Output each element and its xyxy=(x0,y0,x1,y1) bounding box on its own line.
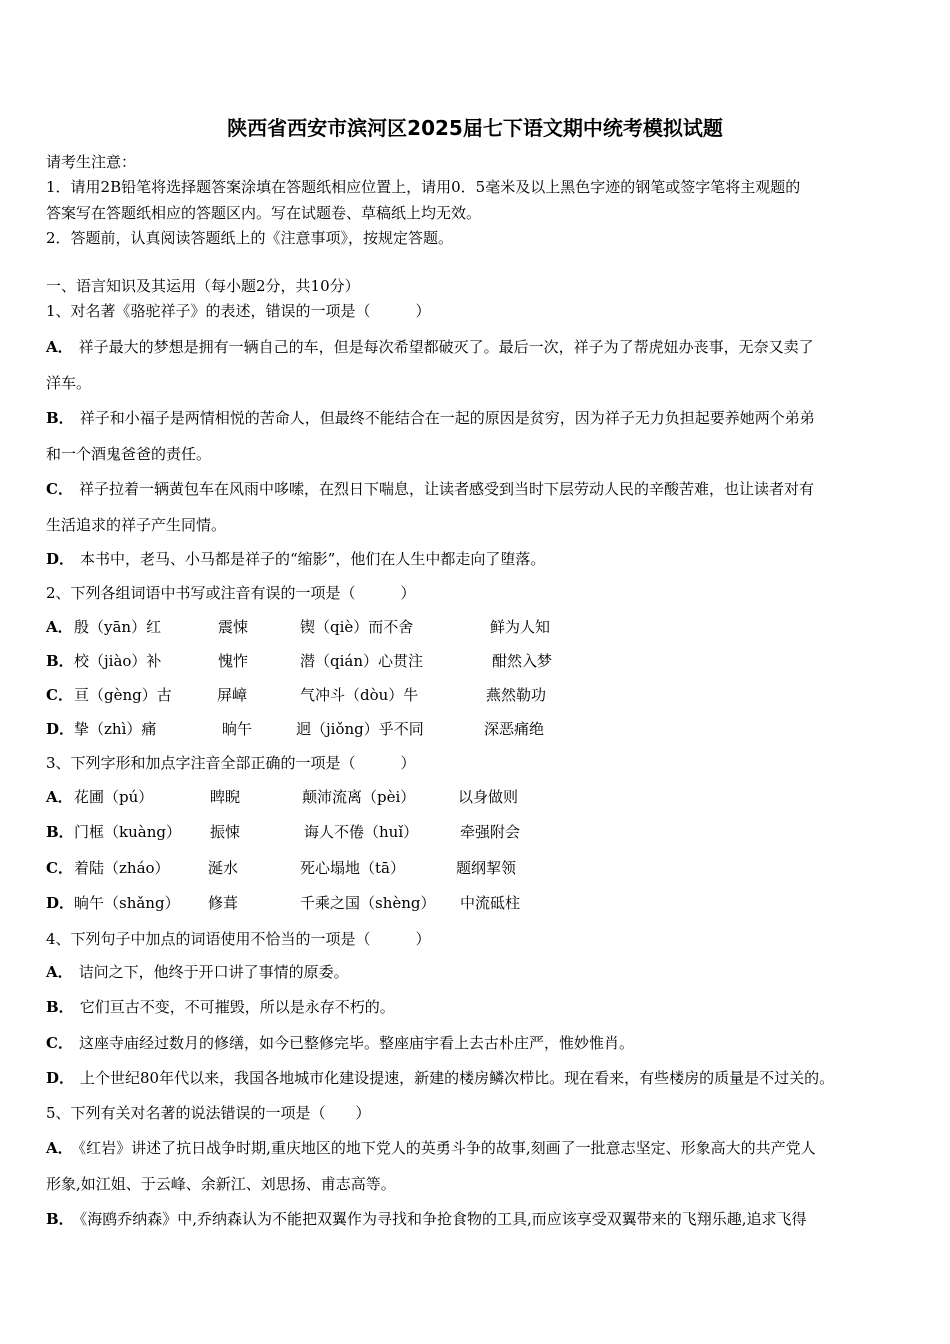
option-word: 门框（kuàng） xyxy=(74,823,181,841)
option-word: 千乘之国（shèng） xyxy=(300,894,436,912)
q4-option-c xyxy=(46,1033,634,1053)
q5-option-b xyxy=(46,1209,807,1229)
option-word: 酣然入梦 xyxy=(492,652,553,670)
notice-line-1: 1．请用2B铅笔将选择题答案涂填在答题纸相应位置上，请用0．5毫米及以上黑色字迹的钢笔或签字笔将主观题的 xyxy=(46,178,801,196)
option-word: 晌午（shǎng） xyxy=(74,894,180,912)
option-word: 潜（qián）心贯注 xyxy=(300,652,424,670)
option-word: 屏嶂 xyxy=(217,686,248,704)
option-letter: A． xyxy=(46,788,73,806)
option-word: 气冲斗（dòu）牛 xyxy=(300,686,419,704)
option-letter: C． xyxy=(46,1034,73,1052)
option-word: 修葺 xyxy=(208,894,239,912)
notice-heading: 请考生注意： xyxy=(46,153,137,171)
option-word: 涎水 xyxy=(208,859,239,877)
question-4-stem: 4、下列句子中加点的词语使用不恰当的一项是（ ） xyxy=(46,930,431,948)
question-5-stem: 5、下列有关对名著的说法错误的一项是（ ） xyxy=(46,1104,371,1122)
notice-line-2: 答案写在答题纸相应的答题区内。写在试题卷、草稿纸上均无效。 xyxy=(46,204,482,222)
option-text: 祥子最大的梦想是拥有一辆自己的车，但是每次希望都破灭了。最后一次，祥子为了帮虎妞办丧事，无奈又卖了 xyxy=(78,338,814,356)
q1-option-a xyxy=(46,337,814,357)
option-text: 它们亘古不变，不可摧毁，所以是永存不朽的。 xyxy=(79,998,395,1016)
option-word: 燕然勒功 xyxy=(486,686,547,704)
option-word: 晌午 xyxy=(222,720,253,738)
option-letter: A． xyxy=(46,338,73,356)
option-word: 以身做则 xyxy=(458,788,519,806)
notice-line-3: 2．答题前，认真阅读答题纸上的《注意事项》，按规定答题。 xyxy=(46,229,454,247)
option-word: 睥睨 xyxy=(210,788,241,806)
option-word: 着陆（zháo） xyxy=(74,859,170,877)
q1-option-d xyxy=(46,549,545,569)
q1-option-b xyxy=(46,408,815,428)
option-word: 牵强附会 xyxy=(460,823,521,841)
option-text: 祥子拉着一辆黄包车在风雨中哆嗦，在烈日下喘息，让读者感受到当时下层劳动人民的辛酸苦难，也让读者对有 xyxy=(78,480,814,498)
option-word: 鲜为人知 xyxy=(490,618,551,636)
option-text: 《海鸥乔纳森》中,乔纳森认为不能把双翼作为寻找和争抢食物的工具,而应该享受双翼带来的飞翔乐趣,追求飞得 xyxy=(79,1210,807,1228)
option-letter: C． xyxy=(46,480,73,498)
option-word: 亘（gèng）古 xyxy=(74,686,172,704)
option-word: 殷（yān）红 xyxy=(74,618,162,636)
option-letter: B． xyxy=(46,998,74,1016)
q4-option-b xyxy=(46,997,395,1017)
option-text: 这座寺庙经过数月的修缮，如今已整修完毕。整座庙宇看上去古朴庄严，惟妙惟肖。 xyxy=(78,1034,634,1052)
option-letter: D． xyxy=(46,894,75,912)
option-word: 深恶痛绝 xyxy=(484,720,545,738)
q5-option-a-cont: 形象,如江姐、于云峰、余新江、刘思扬、甫志高等。 xyxy=(46,1175,396,1193)
option-word: 颠沛流离（pèi） xyxy=(302,788,416,806)
option-text: 上个世纪80年代以来，我国各地城市化建设提速，新建的楼房鳞次栉比。现在看来，有些楼房的质量是不过关的。 xyxy=(80,1069,835,1087)
option-text: 诘问之下，他终于开口讲了事情的原委。 xyxy=(78,963,349,981)
option-letter: D． xyxy=(46,720,75,738)
option-word: 诲人不倦（huǐ） xyxy=(304,823,419,841)
q1-option-b-cont: 和一个酒鬼爸爸的责任。 xyxy=(46,445,212,463)
option-word: 振悚 xyxy=(210,823,241,841)
option-word: 迥（jiǒng）乎不同 xyxy=(296,720,424,738)
option-letter: B． xyxy=(46,652,74,670)
q1-option-a-cont: 洋车。 xyxy=(46,374,92,392)
option-word: 愧怍 xyxy=(218,652,249,670)
option-letter: A． xyxy=(46,618,73,636)
option-text: 《红岩》讲述了抗日战争时期,重庆地区的地下党人的英勇斗争的故事,刻画了一批意志坚定、形象高大的共产党人 xyxy=(78,1139,816,1157)
q4-option-a xyxy=(46,962,349,982)
page-title: 陕西省西安市滨河区2025届七下语文期中统考模拟试题 xyxy=(227,116,723,140)
option-word: 震悚 xyxy=(218,618,249,636)
question-3-stem: 3、下列字形和加点字注音全部正确的一项是（ ） xyxy=(46,754,416,772)
option-word: 题纲挈领 xyxy=(456,859,517,877)
option-text: 祥子和小福子是两情相悦的苦命人，但最终不能结合在一起的原因是贫穷，因为祥子无力负担起要养她两个弟弟 xyxy=(79,409,815,427)
option-word: 锲（qiè）而不舍 xyxy=(300,618,414,636)
option-letter: B． xyxy=(46,823,74,841)
q4-option-d xyxy=(46,1068,834,1088)
q5-option-a xyxy=(46,1138,816,1158)
option-letter: C． xyxy=(46,686,73,704)
question-1-stem: 1、对名著《骆驼祥子》的表述，错误的一项是（ ） xyxy=(46,302,431,320)
option-letter: D． xyxy=(46,550,75,568)
option-letter: C． xyxy=(46,859,73,877)
option-word: 花圃（pú） xyxy=(74,788,154,806)
option-word: 中流砥柱 xyxy=(460,894,521,912)
q1-option-c-cont: 生活追求的祥子产生同情。 xyxy=(46,516,227,534)
option-text: 本书中，老马、小马都是祥子的“缩影”，他们在人生中都走向了堕落。 xyxy=(80,550,546,568)
option-word: 死心塌地（tā） xyxy=(300,859,405,877)
option-letter: A． xyxy=(46,1139,73,1157)
option-letter: D． xyxy=(46,1069,75,1087)
option-letter: B． xyxy=(46,1210,74,1228)
option-letter: B． xyxy=(46,409,74,427)
q1-option-c xyxy=(46,479,814,499)
option-letter: A． xyxy=(46,963,73,981)
question-2-stem: 2、下列各组词语中书写或注音有误的一项是（ ） xyxy=(46,584,416,602)
option-word: 挚（zhì）痛 xyxy=(74,720,157,738)
option-word: 校（jiào）补 xyxy=(74,652,162,670)
section-heading: 一、语言知识及其运用（每小题2分，共10分） xyxy=(46,277,360,295)
